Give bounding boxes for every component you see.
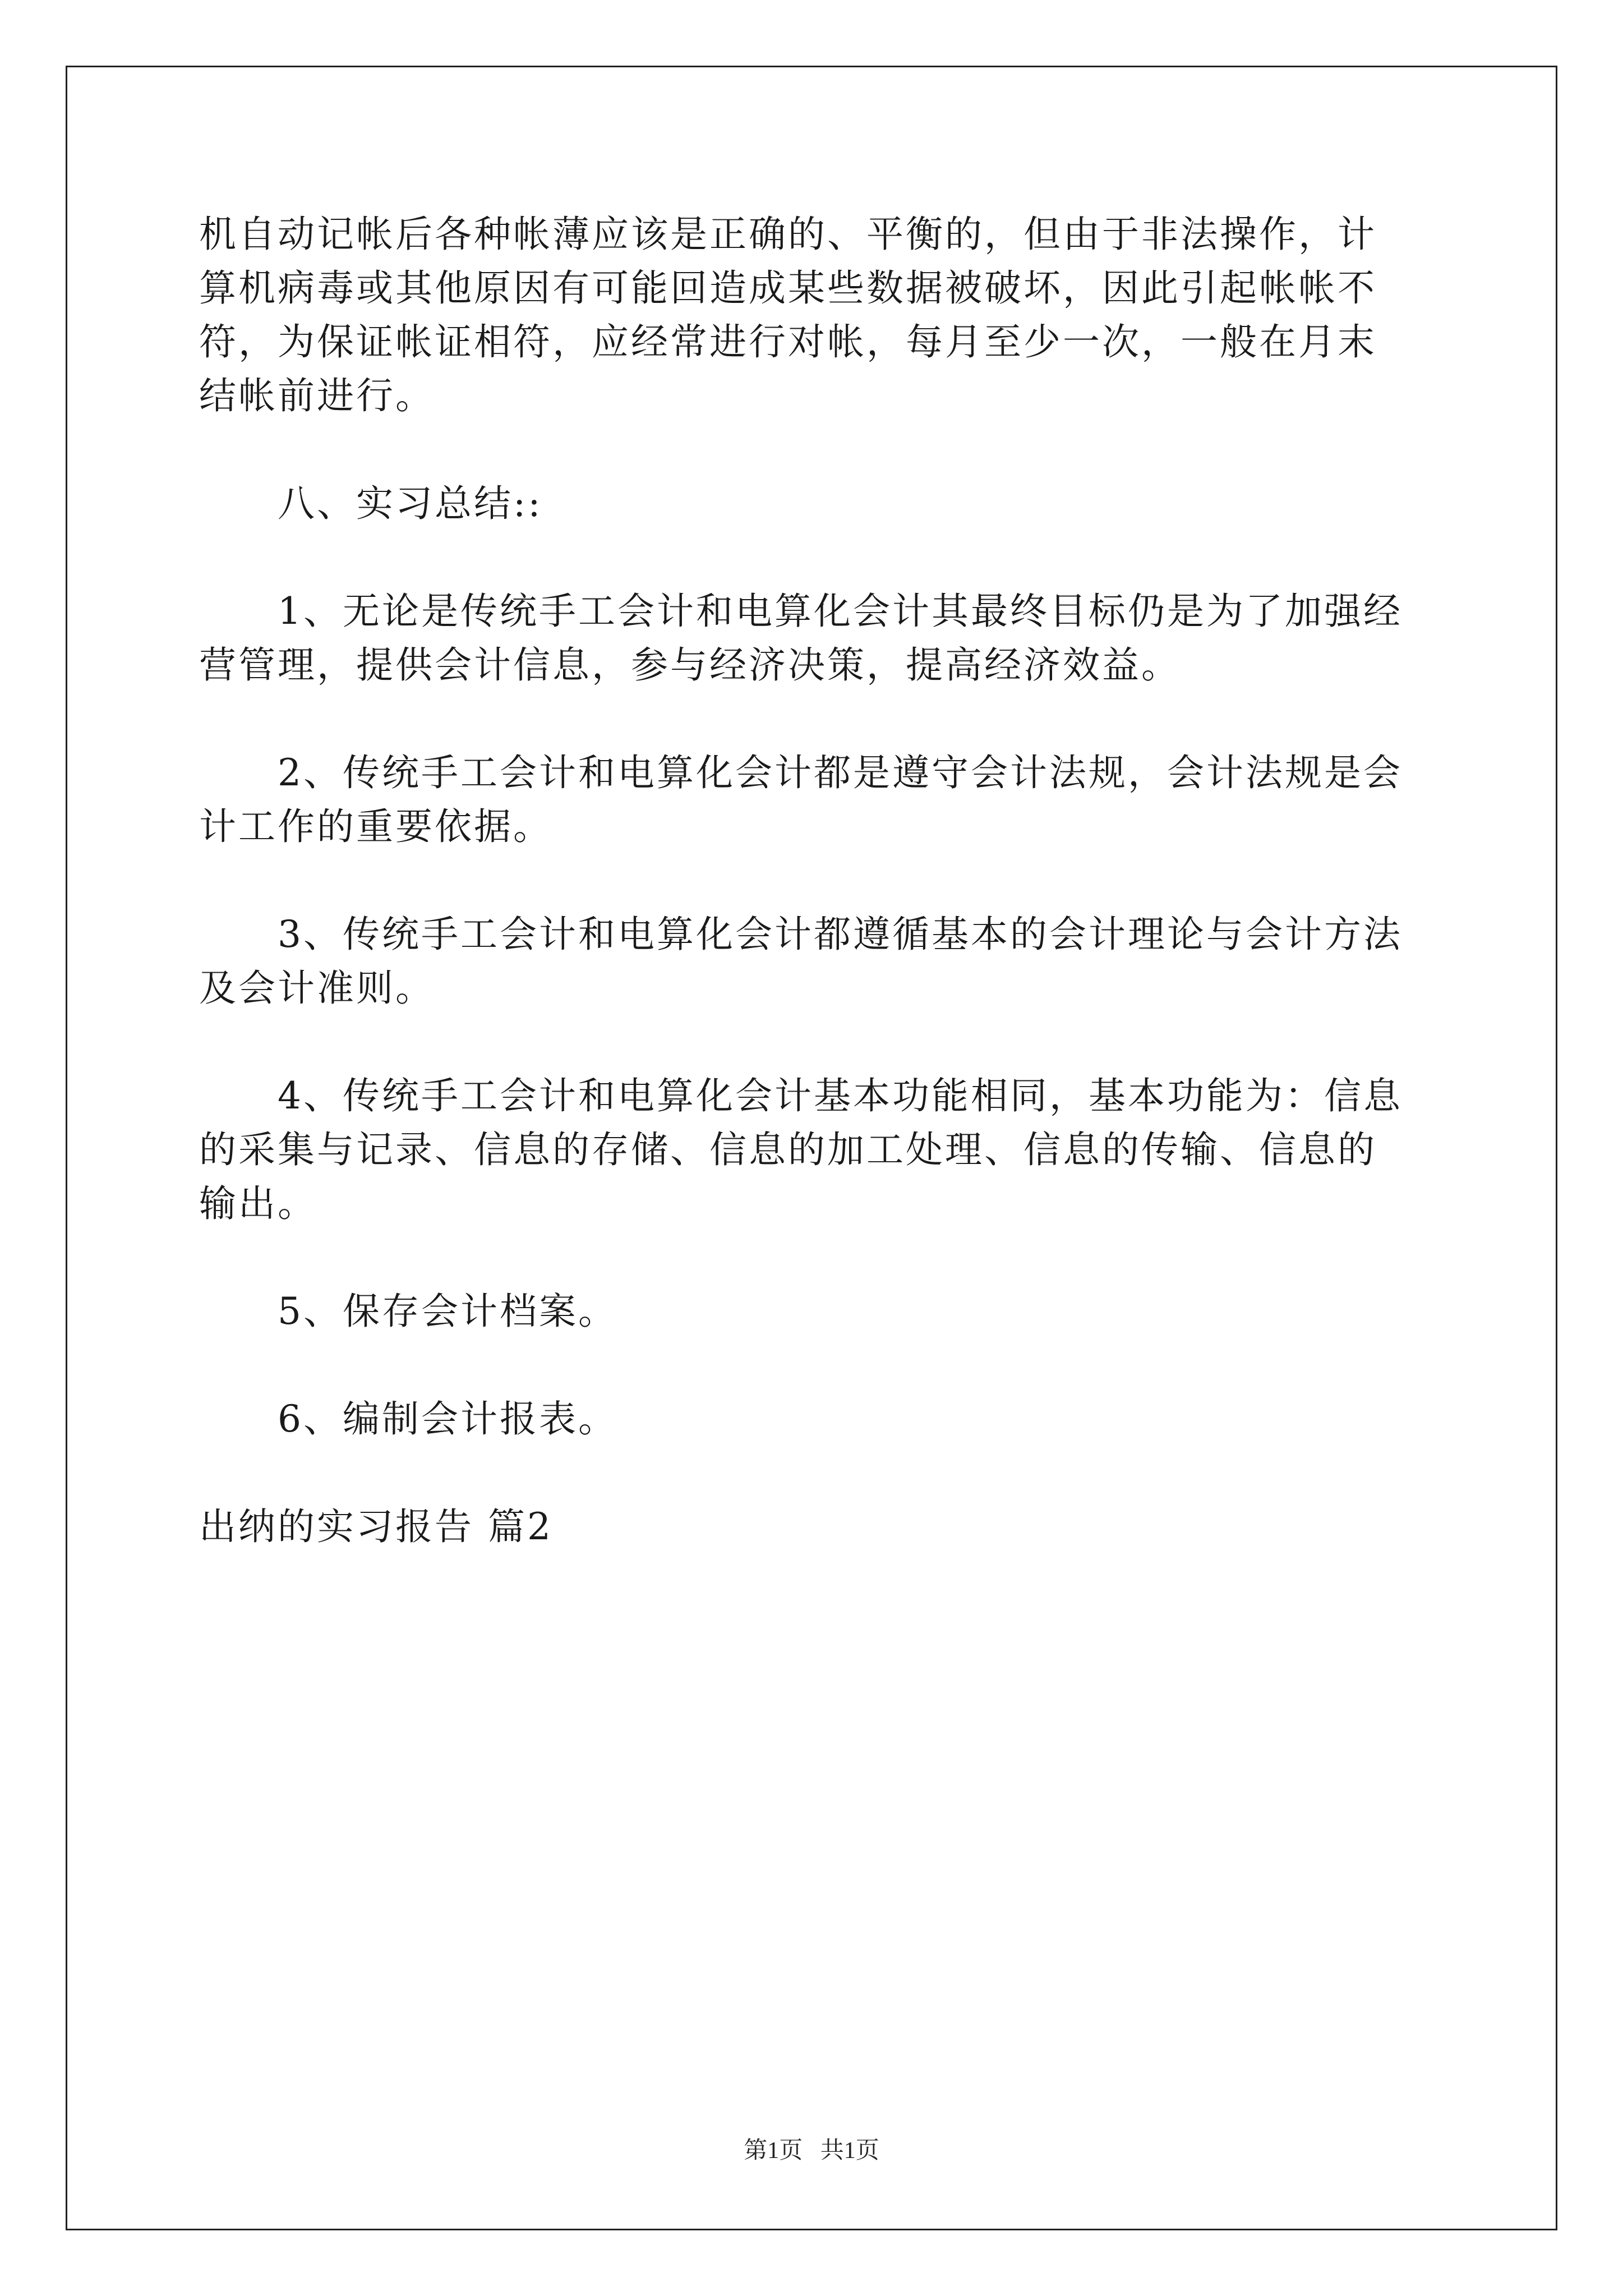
list-item-5	[199, 1285, 1427, 1338]
list-item-3	[199, 908, 1427, 1015]
heading-summary	[199, 477, 1427, 531]
text-line: 1、无论是传统手工会计和电算化会计其最终目标仍是为了加强经	[278, 590, 1403, 633]
text-line: 5、保存会计档案。	[278, 1290, 617, 1333]
text-line: 符，为保证帐证相符，应经常进行对帐，每月至少一次，一般在月末	[199, 320, 1377, 364]
text-line: 的采集与记录、信息的存储、信息的加工处理、信息的传输、信息的	[199, 1128, 1377, 1171]
text-line: 输出。	[199, 1182, 317, 1225]
text-line: 计工作的重要依据。	[199, 805, 552, 848]
list-item-6	[199, 1392, 1427, 1446]
text-line: 结帐前进行。	[199, 374, 435, 417]
text-line: 及会计准则。	[199, 967, 435, 1010]
text-line: 4、传统手工会计和电算化会计基本功能相同，基本功能为：信息	[278, 1074, 1403, 1117]
text-line: 机自动记帐后各种帐薄应该是正确的、平衡的，但由于非法操作，计	[199, 213, 1377, 256]
section-title: 出纳的实习报告 篇2	[199, 1505, 553, 1548]
text-line: 营管理，提供会计信息，参与经济决策，提高经济效益。	[199, 643, 1181, 687]
text-line: 2、传统手工会计和电算化会计都是遵守会计法规，会计法规是会	[278, 751, 1403, 794]
text-line: 3、传统手工会计和电算化会计都遵循基本的会计理论与会计方法	[278, 913, 1403, 956]
text-line: 算机病毒或其他原因有可能回造成某些数据被破坏，因此引起帐帐不	[199, 266, 1377, 310]
text-line: 6、编制会计报表。	[278, 1397, 617, 1441]
section-heading: 八、实习总结::	[278, 482, 543, 525]
list-item-1	[199, 585, 1427, 692]
page-footer: 第1页 共1页	[744, 2138, 879, 2164]
document-body	[199, 208, 1427, 1554]
list-item-2	[199, 746, 1427, 854]
list-item-4	[199, 1069, 1427, 1231]
paragraph-1	[199, 208, 1427, 423]
